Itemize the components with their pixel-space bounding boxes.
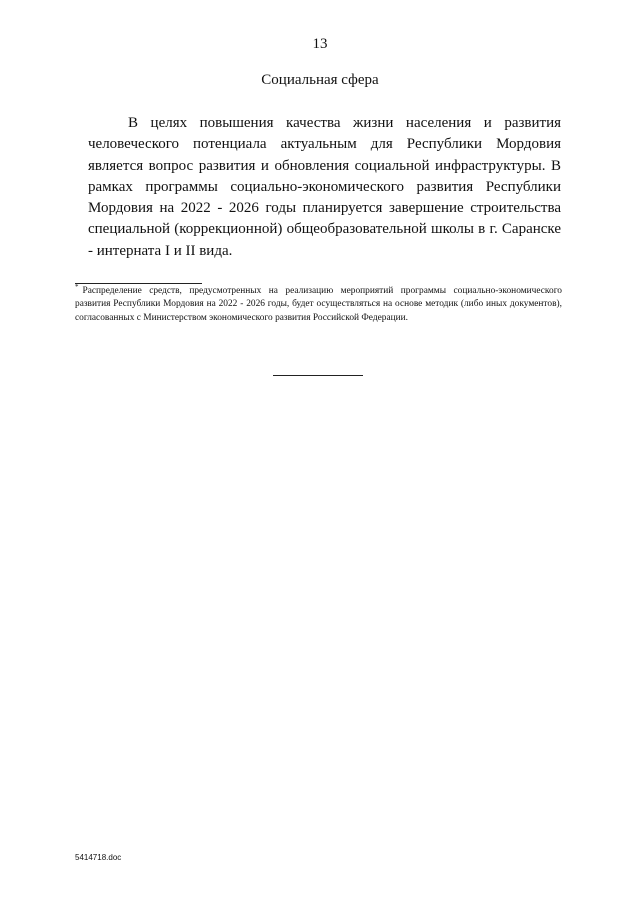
end-of-document-line (273, 375, 363, 376)
footnote-mark: * (75, 282, 79, 291)
document-id: 5414718.doc (75, 853, 122, 862)
footnote-text: Распределение средств, предусмотренных на реализацию мероприятий программы социально-экономического развития Республики Мордовия на 2022 - 2026 годы, будет осуществляться на основе методик (либо иных документов), согласованных с Министерством экономического развития Российской Федерации. (75, 286, 562, 323)
section-title: Социальная сфера (261, 72, 379, 88)
page-number: 13 (312, 36, 328, 52)
footnote-separator (75, 283, 202, 284)
footnote (75, 282, 562, 325)
body-paragraph: В целях повышения качества жизни населения и развития человеческого потенциала актуальным для Республики Мордовия является вопрос развития и обновления социальной инфраструктуры. В рамках программы социально-экономического развития Республики Мордовия на 2022 - 2026 годы планируется завершение строительства специальной (коррекционной) общеобразовательной школы в г. Саранске - интерната I и II вида. (88, 115, 561, 259)
